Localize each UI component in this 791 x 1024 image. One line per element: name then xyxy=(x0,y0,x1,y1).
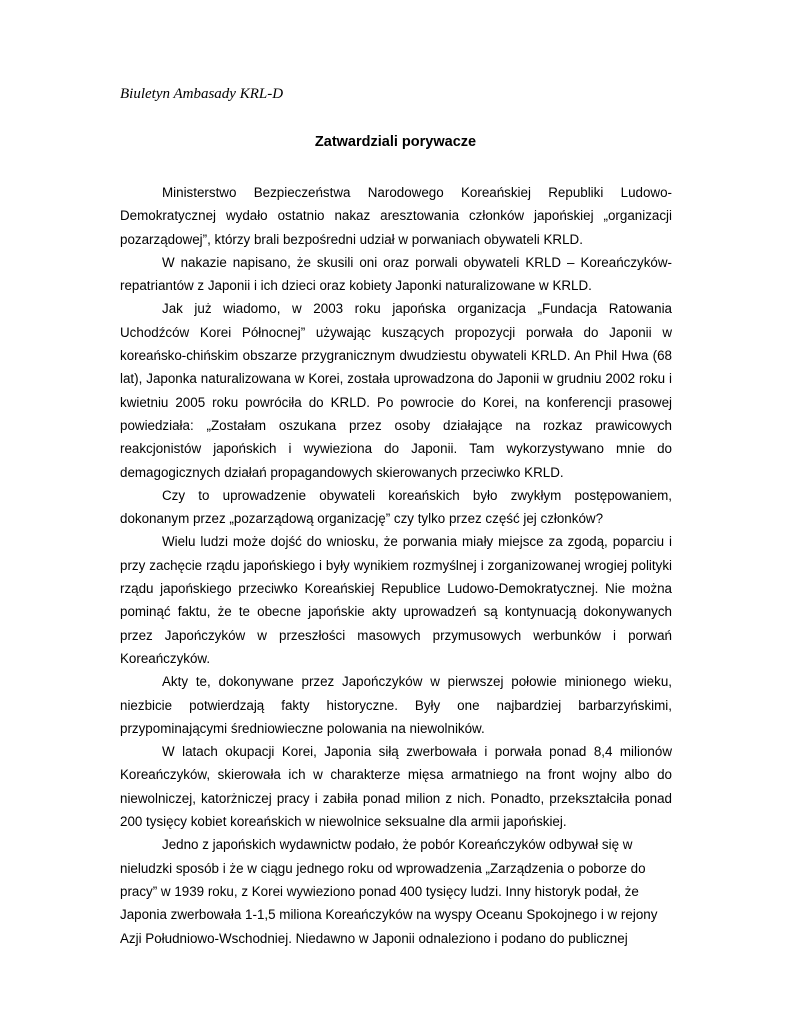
paragraph: Akty te, dokonywane przez Japończyków w pierwszej połowie minionego wieku, niezbicie potwierdzają fakty historyczne. Były one najbardziej barbarzyńskimi, przypominającymi średniowieczne polowania na niewolników. xyxy=(120,674,672,736)
article-body xyxy=(120,181,672,950)
paragraph: Wielu ludzi może dojść do wniosku, że porwania miały miejsce za zgodą, poparciu i przy zachęcie rządu japońskiego i były wynikiem rozmyślnej i zorganizowanej wrogiej polityki rządu japońskiego przeciwko Koreańskiej Republice Ludowo-Demokratycznej. Nie można pominąć faktu, że te obecne japońskie akty uprowadzeń są kontynuacją dokonywanych przez Japończyków w przeszłości masowych przymusowych werbunków i porwań Koreańczyków. xyxy=(120,534,672,666)
paragraph: Jak już wiadomo, w 2003 roku japońska organizacja „Fundacja Ratowania Uchodźców Korei Północnej” używając kuszących propozycji porwała do Japonii w koreańsko-chińskim obszarze przygranicznym dwudziestu obywateli KRLD. An Phil Hwa (68 lat), Japonka naturalizowana w Korei, została uprowadzona do Japonii w grudniu 2002 roku i kwietniu 2005 roku powróciła do KRLD. Po powrocie do Korei, na konferencji prasowej powiedziała: „Zostałam oszukana przez osoby działające na rozkaz prawicowych reakcjonistów japońskich i wywieziona do Japonii. Tam wykorzystywano mnie do demagogicznych działań propagandowych skierowanych przeciwko KRLD. xyxy=(120,301,672,480)
paragraph: Jedno z japońskich wydawnictw podało, że pobór Koreańczyków odbywał się w nieludzki sposób i że w ciągu jednego roku od wprowadzenia „Zarządzenia o poborze do pracy” w 1939 roku, z Korei wywieziono ponad 400 tysięcy ludzi. Inny historyk podał, że Japonia zwerbowała 1-1,5 miliona Koreańczyków na wyspy Oceanu Spokojnego i w rejony Azji Południowo-Wschodniej. Niedawno w Japonii odnaleziono i podano do publicznej xyxy=(120,837,658,946)
paragraph: Ministerstwo Bezpieczeństwa Narodowego Koreańskiej Republiki Ludowo-Demokratycznej wydało ostatnio nakaz aresztowania członków japońskiej „organizacji pozarządowej”, którzy brali bezpośredni udział w porwaniach obywateli KRLD. xyxy=(120,185,672,247)
article-title: Zatwardziali porywacze xyxy=(314,134,477,150)
paragraph: W latach okupacji Korei, Japonia siłą zwerbowała i porwała ponad 8,4 milionów Koreańczyków, skierowała ich w charakterze mięsa armatniego na front wojny albo do niewolniczej, katorżniczej pracy i zabiła ponad milion z nich. Ponadto, przekształciła ponad 200 tysięcy kobiet koreańskich w niewolnice seksualne dla armii japońskiej. xyxy=(120,744,672,830)
paragraph: Czy to uprowadzenie obywateli koreańskich było zwykłym postępowaniem, dokonanym przez „pozarządową organizację” czy tylko przez część jej członków? xyxy=(120,487,672,527)
paragraph: W nakazie napisano, że skusili oni oraz porwali obywateli KRLD – Koreańczyków-repatriantów z Japonii i ich dzieci oraz kobiety Japonki naturalizowane w KRLD. xyxy=(120,254,672,294)
bulletin-header: Biuletyn Ambasady KRL-D xyxy=(120,86,284,102)
